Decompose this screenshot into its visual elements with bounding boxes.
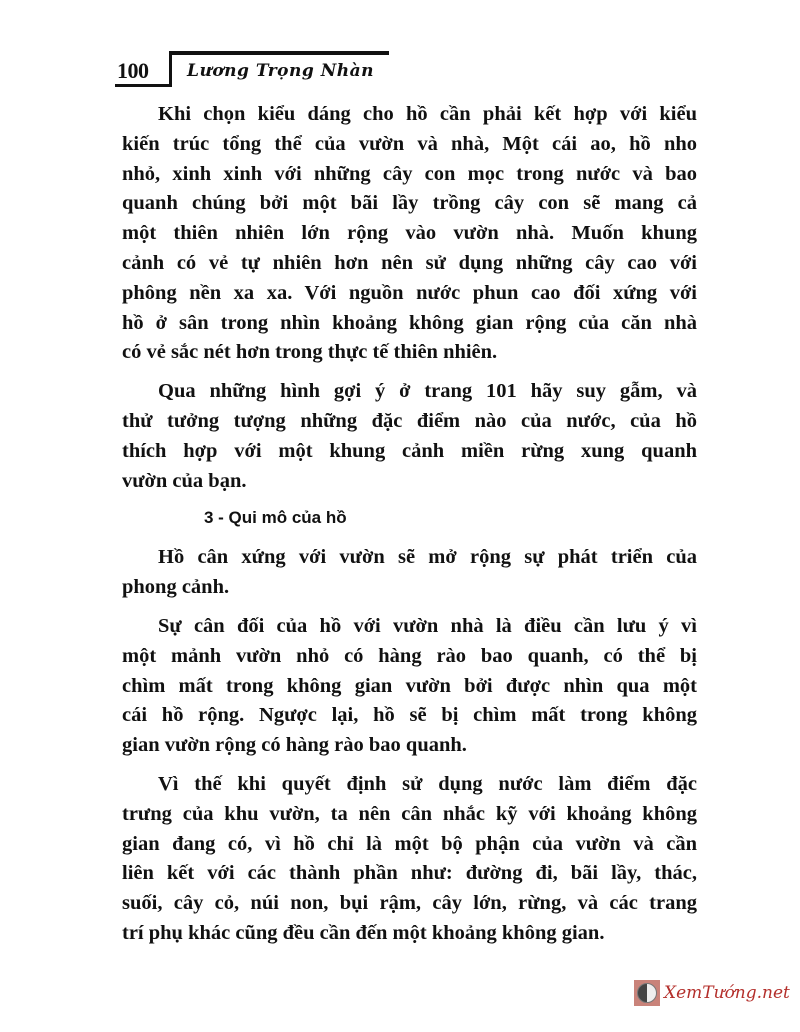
text-line: Vì thế khi quyết định sử dụng nước làm điểm đặc xyxy=(158,772,697,795)
yin-yang-icon xyxy=(634,980,660,1006)
header-vertical-rule xyxy=(169,51,172,87)
text-line: một thiên nhiên lớn rộng vào vườn nhà. Muốn khung xyxy=(122,222,697,245)
text-line: trí phụ khác cũng đều cần đến một khoảng không gian. xyxy=(122,921,605,944)
text-line: chìm mất trong không gian vườn bởi được nhìn qua một xyxy=(122,674,697,697)
paragraph xyxy=(122,377,697,496)
text-line: suối, cây cỏ, núi non, bụi rậm, cây lớn, rừng, và các trang xyxy=(122,892,697,915)
text-line: trưng của khu vườn, ta nên cân nhắc kỹ với khoảng không xyxy=(122,802,697,825)
watermark-logo xyxy=(634,978,790,1008)
text-line: quanh chúng bởi một bãi lầy trồng cây con sẽ mang cả xyxy=(122,192,697,215)
text-line: gian vườn rộng có hàng rào bao quanh. xyxy=(122,734,467,757)
text-line: Khi chọn kiểu dáng cho hồ cần phải kết hợp với kiểu xyxy=(158,103,697,125)
text-line: liên kết với các thành phần như: đường đi, bãi lầy, thác, xyxy=(122,862,697,885)
page-number: 100 xyxy=(117,58,149,83)
author-name: Lương Trọng Nhàn xyxy=(187,61,374,81)
text-line: phông nền xa xa. Với nguồn nước phun cao đối xứng với xyxy=(122,281,697,304)
watermark-text: XemTướng.net xyxy=(664,983,790,1003)
section-heading: 3 - Qui mô của hồ xyxy=(204,508,347,528)
text-line: hồ ở sân trong nhìn khoảng không gian rộng của căn nhà xyxy=(122,311,697,334)
header-underline xyxy=(115,84,169,87)
text-line: phong cảnh. xyxy=(122,576,230,599)
paragraph xyxy=(122,100,697,368)
paragraph xyxy=(122,543,697,603)
text-line: Sự cân đối của hồ với vườn nhà là điều cần lưu ý vì xyxy=(158,614,697,637)
running-header xyxy=(115,48,380,88)
text-line: nhỏ, xinh xinh với những cây con mọc trong nước và bao xyxy=(122,162,697,185)
text-line: một mảnh vườn nhỏ có hàng rào bao quanh, có thể bị xyxy=(122,644,697,667)
text-line: cái hồ rộng. Ngược lại, hồ sẽ bị chìm mất trong không xyxy=(122,704,697,727)
text-line: kiến trúc tổng thể của vườn và nhà, Một cái ao, hồ nho xyxy=(122,132,697,155)
header-top-rule xyxy=(169,51,389,55)
paragraph xyxy=(122,612,697,761)
paragraph xyxy=(122,770,697,949)
text-line: có vẻ sắc nét hơn trong thực tế thiên nhiên. xyxy=(122,341,498,364)
text-line: cảnh có vẻ tự nhiên hơn nên sử dụng những cây cao với xyxy=(122,251,697,274)
text-line: thích hợp với một khung cảnh miền rừng xung quanh xyxy=(122,439,697,462)
page-body xyxy=(122,100,697,958)
text-line: Hồ cân xứng với vườn sẽ mở rộng sự phát triển của xyxy=(158,546,697,569)
text-line: gian đang có, vì hồ chỉ là một bộ phận của vườn và cần xyxy=(122,832,697,855)
text-line: thử tưởng tượng những đặc điểm nào của nước, của hồ xyxy=(122,409,697,432)
text-line: Qua những hình gợi ý ở trang 101 hãy suy gẫm, và xyxy=(158,380,697,403)
text-line: vườn của bạn. xyxy=(122,469,247,492)
